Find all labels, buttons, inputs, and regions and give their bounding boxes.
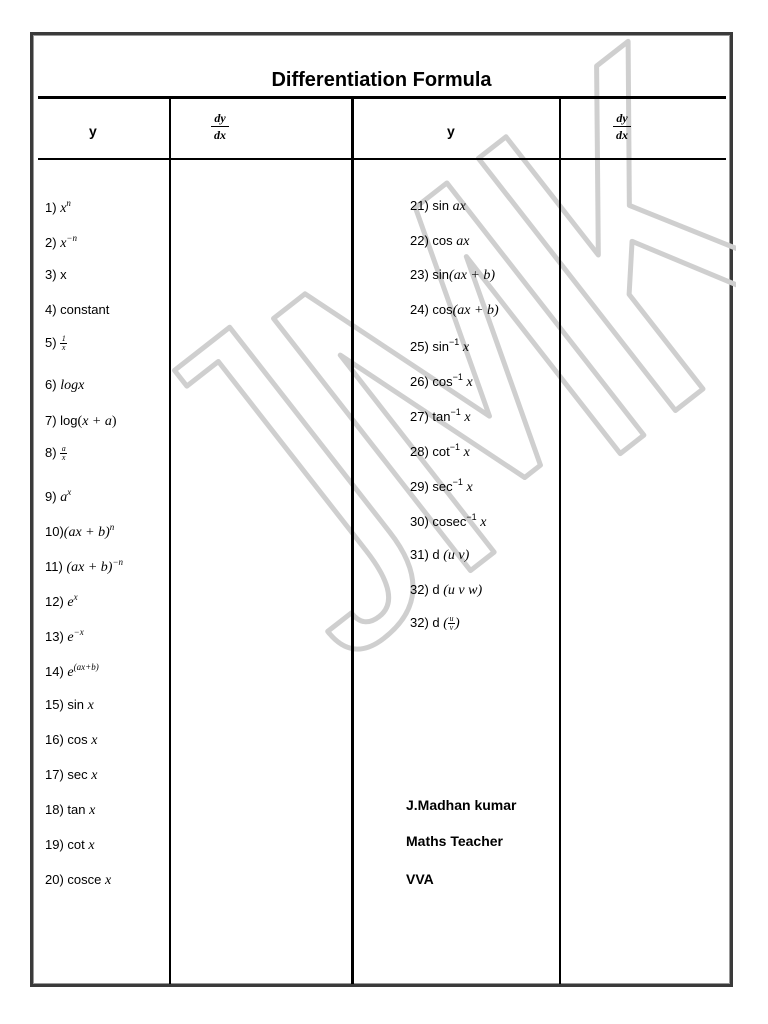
author-role: Maths Teacher <box>406 833 503 849</box>
formula-item: 28) $\cot^{-1} x$ <box>410 442 470 460</box>
column-divider <box>351 98 354 984</box>
formula-item: 16) cos x <box>45 732 98 748</box>
formula-item: 20) cosce x <box>45 872 112 888</box>
formula-item: 6) logx <box>45 377 85 393</box>
column-divider <box>559 98 561 984</box>
formula-item: 5) $\frac{1}{x}$ <box>45 334 66 353</box>
formula-item: 15) sin x <box>45 697 94 713</box>
header-dydx-left: dy dx <box>211 111 229 142</box>
formula-item: 23) sin(ax + b) <box>410 267 496 283</box>
jmk-watermark <box>33 35 736 990</box>
header-dydx-right: dy dx <box>613 111 631 142</box>
formula-item: 1) $x^n$ <box>45 198 71 216</box>
formula-item: 25) $\sin^{-1} x$ <box>410 337 470 355</box>
formula-item: 21) sin ax <box>410 198 466 214</box>
formula-item: 12) $e^x$ <box>45 592 78 610</box>
formula-item: 30) cosec$^{-1}$ x <box>410 512 487 530</box>
formula-item: 9) $a^x$ <box>45 487 72 505</box>
formula-item: 11) (ax + b)$^{-n}$ <box>45 557 124 575</box>
formula-item: 14) $e^{(ax+b)}$ <box>45 662 99 680</box>
formula-item: 18) tan x <box>45 802 96 818</box>
formula-item: 4) constant <box>45 302 110 317</box>
formula-item: 17) sec x <box>45 767 98 783</box>
header-bottom-rule <box>38 158 726 160</box>
formula-item: 31) d (u v) <box>410 547 470 563</box>
formula-item: 7) log(x + a) <box>45 413 117 429</box>
formula-item: 22) cos ax <box>410 233 470 249</box>
column-divider <box>169 98 171 984</box>
formula-item: 26) $\cos^{-1} x$ <box>410 372 473 390</box>
formula-item: 10)(ax + b)$^n$ <box>45 522 115 540</box>
formula-item: 13) $e^{-x}$ <box>45 627 84 645</box>
author-name: J.Madhan kumar <box>406 797 517 813</box>
author-org: VVA <box>406 871 434 887</box>
formula-sheet <box>30 32 733 987</box>
formula-item: 19) cot x <box>45 837 95 853</box>
page-title: Differentiation Formula <box>271 69 492 91</box>
header-rule <box>38 96 726 99</box>
formula-item: 27) $\tan^{-1} x$ <box>410 407 471 425</box>
formula-item: 2) $x^{-n}$ <box>45 233 77 251</box>
header-y-right: y <box>447 123 455 139</box>
header-y-left: y <box>89 123 97 139</box>
formula-item: 32) d ( $\frac{u}{v}$ ) <box>410 614 460 633</box>
formula-item: 8) $\frac{a}{x}$ <box>45 444 66 463</box>
formula-item: 29) $\sec^{-1} x$ <box>410 477 473 495</box>
formula-item: 3) x <box>45 267 67 282</box>
formula-item: 32) d (u v w) <box>410 582 483 598</box>
formula-item: 24) cos(ax + b) <box>410 302 499 318</box>
